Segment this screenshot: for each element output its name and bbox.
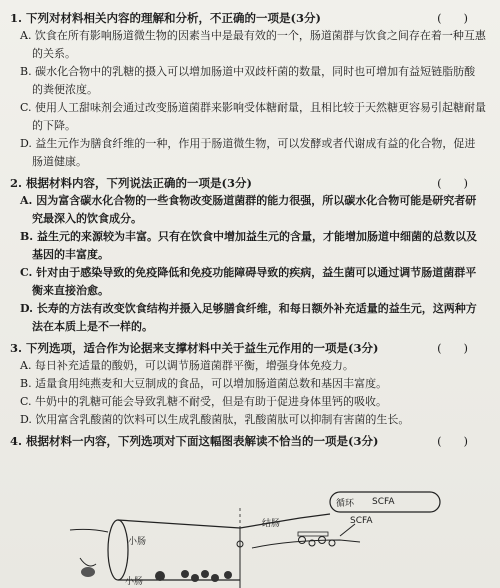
option-a: A. 每日补充适量的酸奶，可以调节肠道菌群平衡，增强身体免疫力。: [20, 359, 354, 372]
option-a: A. 饮食在所有影响肠道微生物的因素当中是最有效的一个，肠道菌群与饮食之间存在着一种互惠的关系。: [20, 29, 486, 60]
scfa-label: SCFA: [372, 497, 395, 507]
option-d: D. 长寿的方法有改变饮食结构并摄入足够膳食纤维，和每日额外补充适量的益生元，这两种方法在本质上是不一样的。: [20, 302, 477, 333]
question-3-stem: 3. 下列选项，适合作为论据来支撑材料中关于益生元作用的一项是(3分): [10, 341, 379, 355]
gut-diagram-drawing: [0, 488, 500, 588]
gut-diagram: [0, 488, 500, 588]
question-2: [10, 174, 486, 336]
scfa-label: SCFA: [350, 516, 373, 526]
option-b: B. 益生元的来源较为丰富。只有在饮食中增加益生元的含量，才能增加肠道中细菌的总数以及基因的丰富度。: [20, 230, 477, 261]
option-c: C. 牛奶中的乳糖可能会导致乳糖不耐受，但是有助于促进身体里钙的吸收。: [20, 395, 388, 408]
option-a: A. 因为富含碳水化合物的一些食物改变肠道菌群的能力很强，所以碳水化合物可能是研究者研究最深入的饮食成分。: [20, 194, 477, 225]
colon-label: 结肠: [262, 519, 281, 529]
question-4-stem: 4. 根据材料一内容，下列选项对下面这幅图表解读不恰当的一项是(3分): [10, 434, 379, 448]
option-c: C. 针对由于感染导致的免疫降低和免疫功能障碍导致的疾病，益生菌可以通过调节肠道菌群平衡来直接治愈。: [20, 266, 477, 297]
circulation-label: 循环: [336, 499, 355, 509]
question-1: [10, 9, 486, 171]
option-b: B. 碳水化合物中的乳糖的摄入可以增加肠道中双歧杆菌的数量，同时也可增加有益短链脂肪酸的粪便浓度。: [20, 65, 476, 96]
question-2-stem: 2. 根据材料内容，下列说法正确的一项是(3分): [10, 176, 252, 190]
answer-bracket: ( ): [437, 341, 468, 355]
option-d: D. 益生元作为膳食纤维的一种，作用于肠道微生物，可以发酵或者代谢成有益的化合物，促进肠道健康。: [20, 137, 476, 168]
option-c: C. 使用人工甜味剂会通过改变肠道菌群来影响受体糖耐量，且相比较于天然糖更容易引起糖耐量的下降。: [20, 101, 487, 132]
question-3: [10, 339, 486, 429]
option-b: B. 适量食用纯燕麦和大豆制成的食品，可以增加肠道菌总数和基因丰富度。: [20, 377, 388, 390]
question-1-stem: 1. 下列对材料相关内容的理解和分析，不正确的一项是(3分): [10, 11, 321, 25]
answer-bracket: ( ): [437, 176, 468, 190]
option-d: D. 饮用富含乳酸菌的饮料可以生成乳酸菌肽，乳酸菌肽可以抑制有害菌的生长。: [20, 413, 410, 426]
small-intestine-label: 小肠: [128, 537, 147, 547]
small-intestine-label: 小肠: [125, 577, 144, 587]
question-4: [10, 432, 486, 450]
answer-bracket: ( ): [437, 434, 468, 448]
answer-bracket: ( ): [437, 11, 468, 25]
